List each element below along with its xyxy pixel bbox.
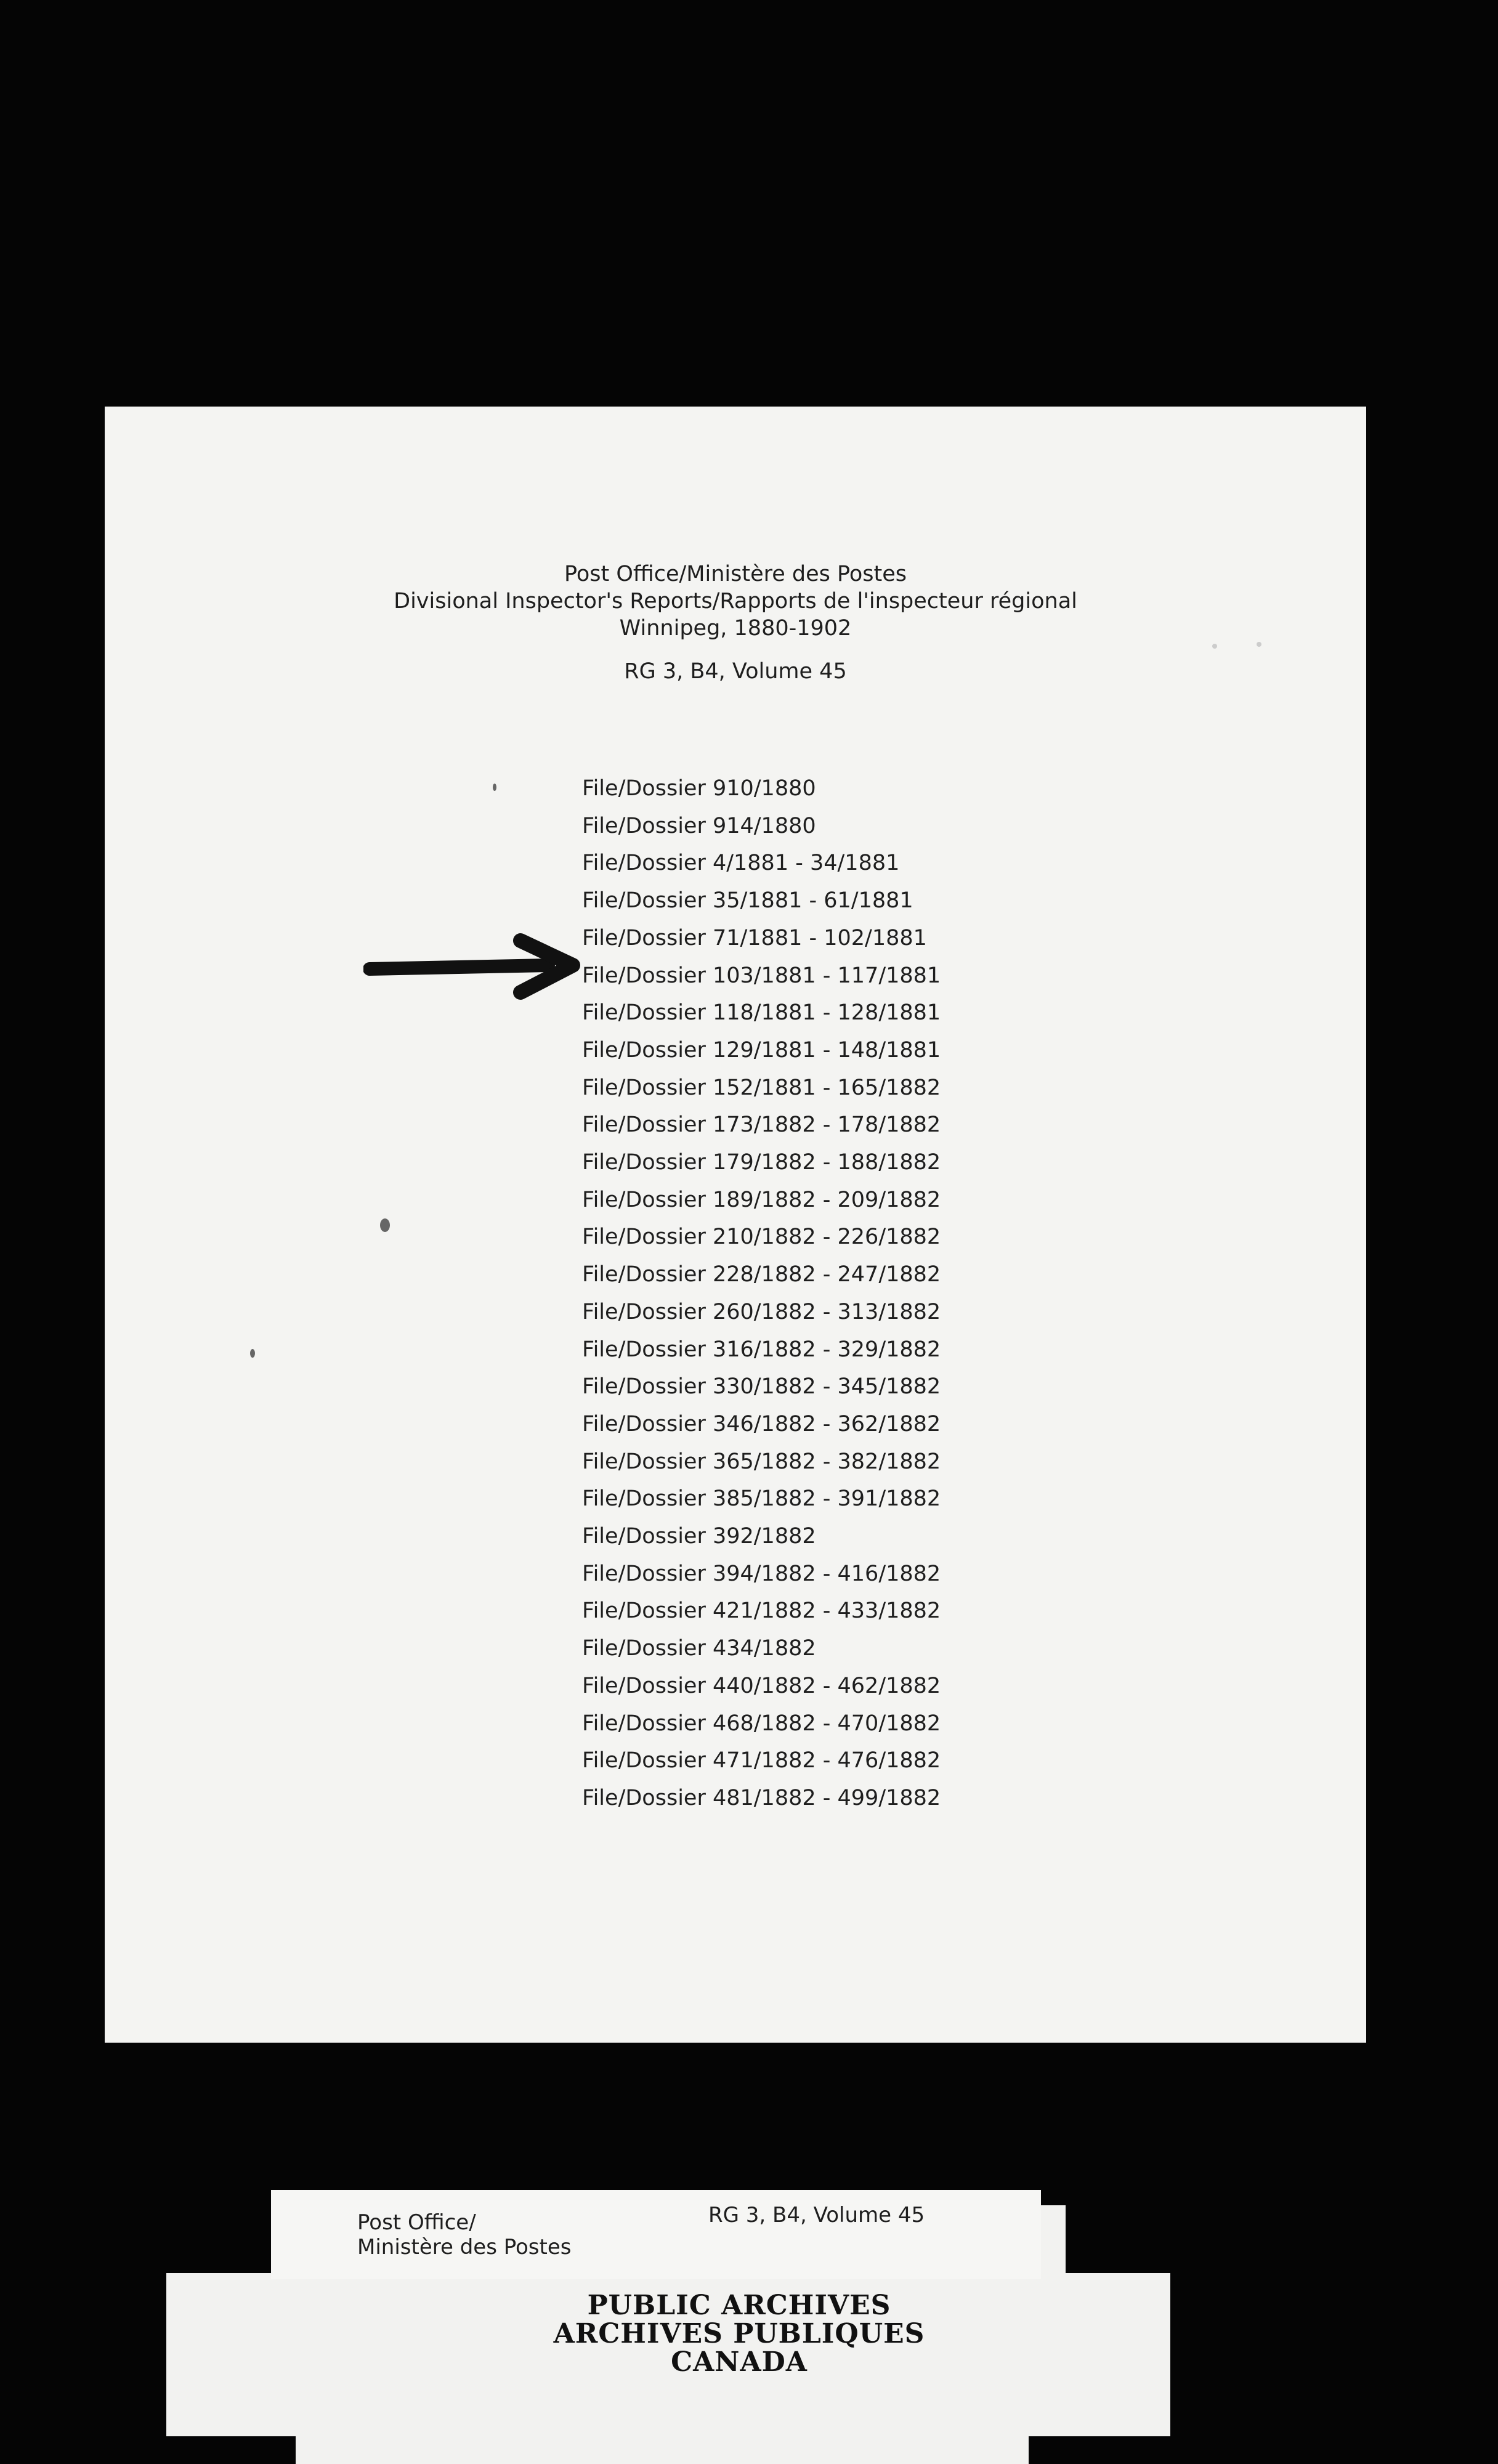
document-header <box>105 561 1366 685</box>
file-item: File/Dossier 481/1882 - 499/1882 <box>582 1785 941 1810</box>
file-item: File/Dossier 365/1882 - 382/1882 <box>582 1449 941 1474</box>
header-line-3: Winnipeg, 1880-1902 <box>619 616 852 641</box>
dust-speck <box>380 1218 390 1232</box>
file-item: File/Dossier 228/1882 - 247/1882 <box>582 1262 941 1287</box>
stamp-line-3: CANADA <box>671 2346 808 2378</box>
file-item: File/Dossier 385/1882 - 391/1882 <box>582 1486 941 1512</box>
file-item: File/Dossier 260/1882 - 313/1882 <box>582 1299 941 1324</box>
file-item: File/Dossier 421/1882 - 433/1882 <box>582 1599 941 1624</box>
label-tab-left <box>166 2205 272 2273</box>
file-item: File/Dossier 129/1881 - 148/1881 <box>582 1037 941 1063</box>
file-item-marked: File/Dossier 103/1881 - 117/1881 <box>582 963 941 988</box>
file-item: File/Dossier 392/1882 <box>582 1524 816 1549</box>
file-item: File/Dossier 468/1882 - 470/1882 <box>582 1711 941 1736</box>
file-item: File/Dossier 4/1881 - 34/1881 <box>582 851 900 876</box>
file-item: File/Dossier 210/1882 - 226/1882 <box>582 1225 941 1250</box>
file-item: File/Dossier 316/1882 - 329/1882 <box>582 1337 941 1362</box>
file-item: File/Dossier 173/1882 - 178/1882 <box>582 1112 941 1138</box>
file-item: File/Dossier 118/1881 - 128/1881 <box>582 1000 941 1026</box>
header-line-1: Post Office/Ministère des Postes <box>564 562 907 586</box>
file-item: File/Dossier 394/1882 - 416/1882 <box>582 1561 941 1586</box>
file-item: File/Dossier 434/1882 <box>582 1636 816 1661</box>
file-item: File/Dossier 440/1882 - 462/1882 <box>582 1673 941 1698</box>
stamp-line-2: ARCHIVES PUBLIQUES <box>553 2318 925 2349</box>
file-item: File/Dossier 471/1882 - 476/1882 <box>582 1748 941 1773</box>
label-reference: RG 3, B4, Volume 45 <box>708 2203 925 2227</box>
label-title-line-1: Post Office/ <box>357 2210 476 2235</box>
label-tab-right <box>1066 2205 1170 2273</box>
file-item: File/Dossier 179/1882 - 188/1882 <box>582 1150 941 1175</box>
file-item: File/Dossier 35/1881 - 61/1881 <box>582 888 913 914</box>
dust-speck <box>250 1349 255 1358</box>
file-item: File/Dossier 189/1882 - 209/1882 <box>582 1187 941 1212</box>
file-item: File/Dossier 330/1882 - 345/1882 <box>582 1374 941 1400</box>
file-list <box>582 770 941 1817</box>
dust-speck <box>1212 644 1217 649</box>
file-item: File/Dossier 914/1880 <box>582 813 816 838</box>
file-item: File/Dossier 910/1880 <box>582 776 816 801</box>
archives-stamp <box>431 2292 1047 2377</box>
dust-speck <box>1257 642 1261 647</box>
label-title-line-2: Ministère des Postes <box>357 2235 572 2259</box>
file-item: File/Dossier 71/1881 - 102/1881 <box>582 925 927 950</box>
dust-speck <box>493 784 496 791</box>
file-item: File/Dossier 152/1881 - 165/1882 <box>582 1075 941 1100</box>
header-reference: RG 3, B4, Volume 45 <box>624 659 847 684</box>
label-title <box>357 2210 572 2259</box>
document-page <box>105 407 1366 2043</box>
stamp-line-1: PUBLIC ARCHIVES <box>587 2290 891 2321</box>
arrow-pointer-icon <box>363 933 585 1001</box>
file-item: File/Dossier 346/1882 - 362/1882 <box>582 1411 941 1437</box>
header-line-2: Divisional Inspector's Reports/Rapports de l'inspecteur régional <box>394 589 1077 614</box>
stamp-background <box>296 2390 1029 2464</box>
